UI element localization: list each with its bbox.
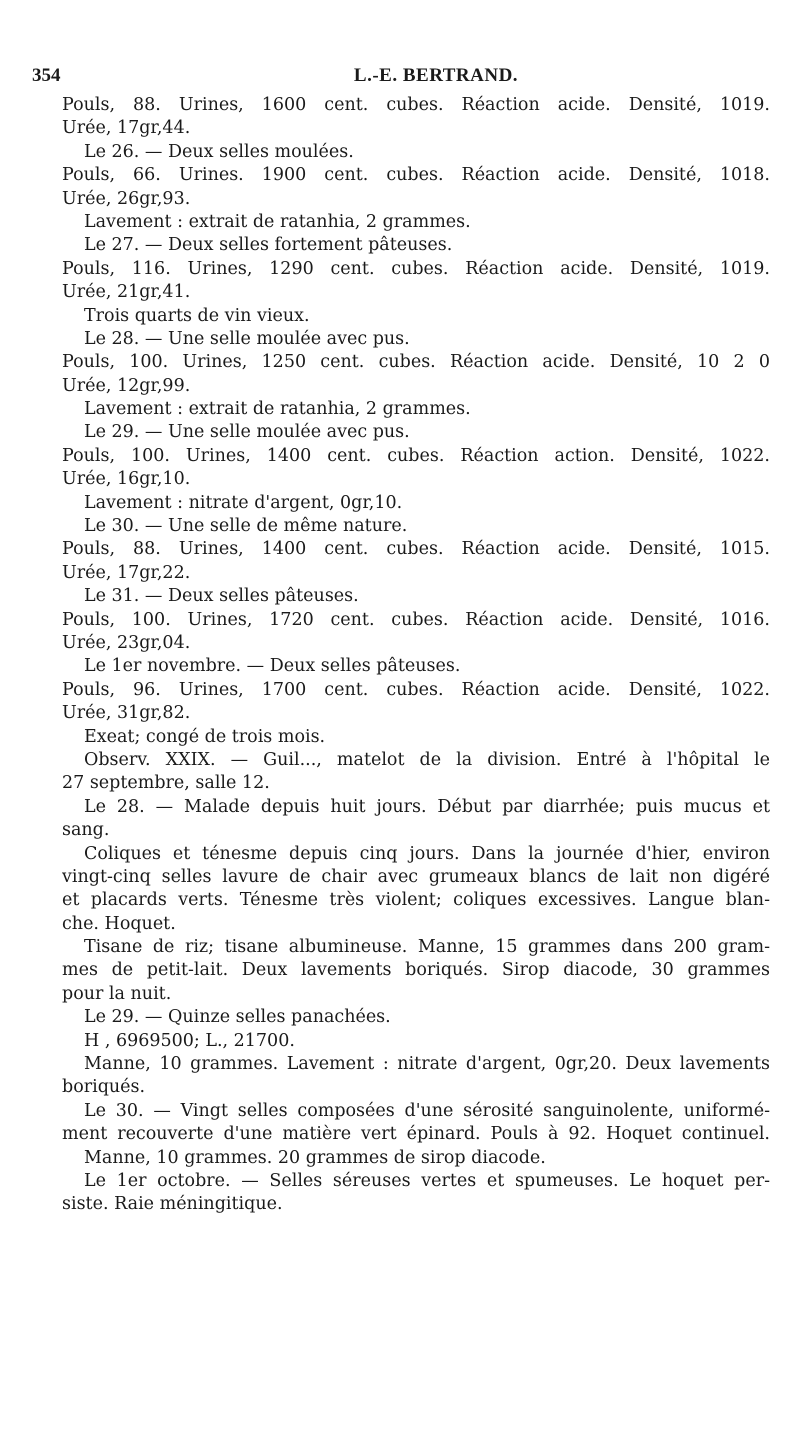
text-line: Le 30. — Une selle de même nature. — [84, 516, 408, 537]
text-line: Le 1er octobre. — Selles séreuses vertes et spumeuses. Le hoquet per- — [84, 1170, 770, 1191]
text-line: mes de petit-lait. Deux lavements boriqués. Sirop diacode, 30 grammes — [62, 960, 770, 981]
text-line: H , 6969500; L., 21700. — [84, 1030, 295, 1051]
text-line: 27 septembre, salle 12. — [62, 773, 270, 794]
text-line: Manne, 10 grammes. 20 grammes de sirop diacode. — [84, 1147, 546, 1168]
text-line: Urée, 17gr,44. — [62, 118, 191, 139]
text-line: Pouls, 88. Urines, 1600 cent. cubes. Réaction acide. Densité, 1019. — [62, 95, 770, 115]
text-line: Le 29. — Quinze selles panachées. — [84, 1007, 391, 1028]
body-text — [62, 94, 770, 1217]
document-page — [32, 62, 770, 1217]
text-line: Urée, 12gr,99. — [62, 375, 191, 396]
text-line: siste. Raie méningitique. — [62, 1194, 283, 1215]
text-line: boriqués. — [62, 1077, 146, 1098]
text-line: Pouls, 96. Urines, 1700 cent. cubes. Réaction acide. Densité, 1022. — [62, 679, 770, 700]
text-line: Urée, 21gr,41. — [62, 282, 191, 303]
running-head: L.-E. BERTRAND. — [353, 65, 519, 86]
text-line: Exeat; congé de trois mois. — [84, 726, 326, 747]
text-line: vingt-cinq selles lavure de chair avec grumeaux blancs de lait non digéré — [62, 866, 770, 887]
text-line: che. Hoquet. — [62, 913, 176, 934]
text-line: Urée, 26gr,93. — [62, 188, 191, 209]
text-line: Lavement : extrait de ratanhia, 2 grammes. — [84, 211, 471, 232]
text-line: Le 26. — Deux selles moulées. — [84, 141, 354, 162]
text-line: Observ. XXIX. — Guil..., matelot de la division. Entré à l'hôpital le — [84, 749, 770, 770]
text-line: Pouls, 116. Urines, 1290 cent. cubes. Réaction acide. Densité, 1019. — [62, 258, 770, 279]
text-line: Pouls, 100. Urines, 1400 cent. cubes. Réaction action. Densité, 1022. — [62, 445, 770, 466]
text-line: et placards verts. Ténesme très violent; coliques excessives. Langue blan- — [62, 890, 770, 911]
text-line: sang. — [62, 820, 110, 841]
text-line: Lavement : extrait de ratanhia, 2 grammes. — [84, 399, 471, 420]
text-line: Lavement : nitrate d'argent, 0gr,10. — [84, 492, 403, 513]
text-line: Le 30. — Vingt selles composées d'une sérosité sanguinolente, uniformé- — [84, 1100, 770, 1121]
text-line: Tisane de riz; tisane albumineuse. Manne, 15 grammes dans 200 gram- — [84, 937, 770, 958]
text-line: Le 28. — Malade depuis huit jours. Début par diarrhée; puis mucus et — [84, 796, 770, 817]
page-header — [32, 62, 770, 90]
text-line: Le 31. — Deux selles pâteuses. — [84, 586, 359, 607]
text-line: ment recouverte d'une matière vert épinard. Pouls à 92. Hoquet continuel. — [62, 1124, 770, 1145]
text-line: Le 28. — Une selle moulée avec pus. — [84, 328, 410, 349]
text-line: pour la nuit. — [62, 983, 172, 1004]
text-line: Pouls, 100. Urines, 1250 cent. cubes. Réaction acide. Densité, 10 2 0 — [62, 352, 770, 373]
text-line: Urée, 31gr,82. — [62, 703, 191, 724]
text-line: Pouls, 88. Urines, 1400 cent. cubes. Réaction acide. Densité, 1015. — [62, 539, 770, 560]
page-number: 354 — [32, 65, 61, 86]
text-line: Trois quarts de vin vieux. — [84, 305, 310, 326]
text-line: Urée, 17gr,22. — [62, 562, 191, 583]
text-line: Pouls, 66. Urines. 1900 cent. cubes. Réaction acide. Densité, 1018. — [62, 165, 770, 186]
text-line: Le 27. — Deux selles fortement pâteuses. — [84, 235, 453, 256]
text-line: Le 29. — Une selle moulée avec pus. — [84, 422, 410, 443]
text-line: Coliques et ténesme depuis cinq jours. Dans la journée d'hier, environ — [84, 843, 770, 864]
text-line: Urée, 16gr,10. — [62, 469, 191, 490]
text-line: Pouls, 100. Urines, 1720 cent. cubes. Réaction acide. Densité, 1016. — [62, 609, 770, 630]
text-line: Le 1er novembre. — Deux selles pâteuses. — [84, 656, 461, 677]
text-line: Manne, 10 grammes. Lavement : nitrate d'argent, 0gr,20. Deux lavements — [84, 1054, 770, 1075]
text-line: Urée, 23gr,04. — [62, 632, 191, 653]
